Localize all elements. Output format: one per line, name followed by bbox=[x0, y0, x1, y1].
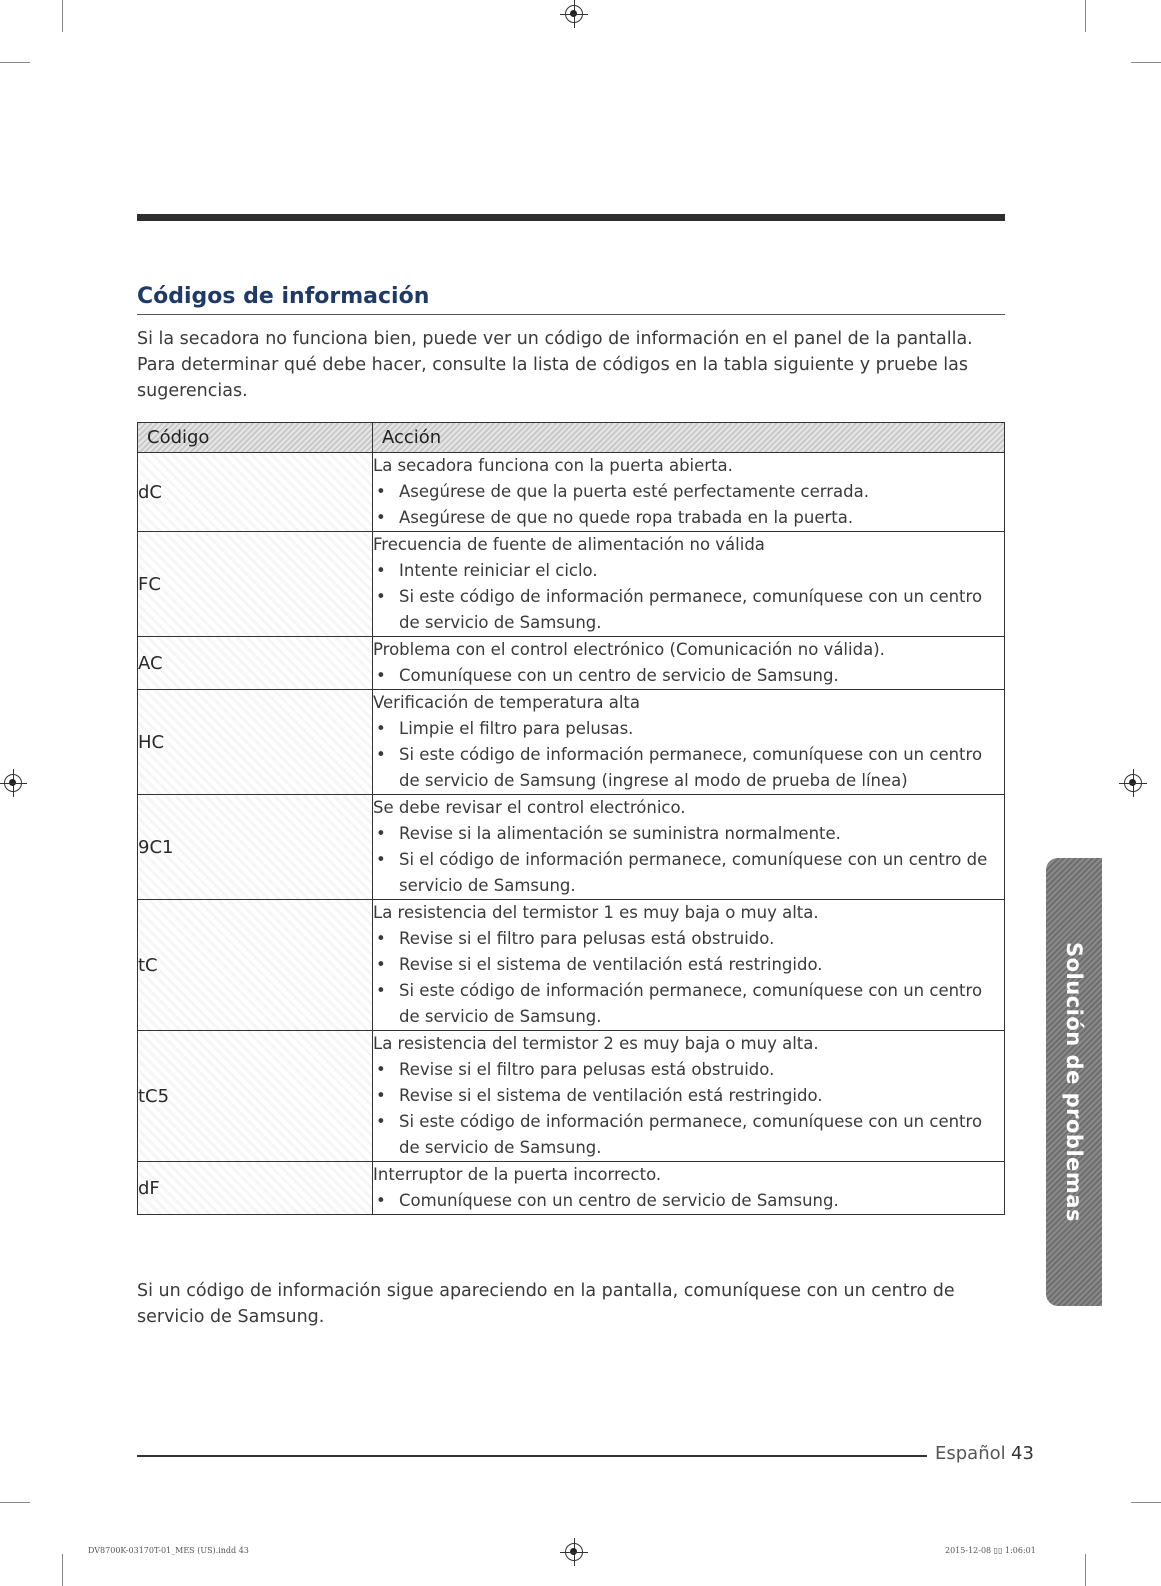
action-list bbox=[373, 821, 1004, 899]
list-item: • Comuníquese con un centro de servicio de Samsung. bbox=[373, 1188, 1004, 1214]
registration-mark-icon bbox=[1124, 774, 1142, 792]
crop-mark bbox=[1085, 1554, 1086, 1586]
action-list bbox=[373, 479, 1004, 531]
list-item: • Si este código de información permanece, comuníquese con un centro de servicio de Samsung (ingrese al modo de prueba de línea) bbox=[373, 742, 1004, 794]
code-cell: HC bbox=[138, 690, 373, 795]
crop-mark bbox=[1131, 62, 1161, 63]
table-row bbox=[138, 637, 1005, 690]
table-row bbox=[138, 1162, 1005, 1215]
action-cell bbox=[373, 532, 1005, 637]
header-bar bbox=[137, 214, 1005, 221]
chapter-tab bbox=[1046, 858, 1102, 1306]
table-header-row bbox=[138, 423, 1005, 453]
crop-mark bbox=[0, 1502, 30, 1503]
table-row bbox=[138, 1031, 1005, 1162]
list-item: • Revise si el sistema de ventilación está restringido. bbox=[373, 952, 1004, 978]
action-list bbox=[373, 663, 1004, 689]
action-description: La resistencia del termistor 2 es muy baja o muy alta. bbox=[373, 1034, 819, 1053]
list-item: • Si este código de información permanece, comuníquese con un centro de servicio de Samsung. bbox=[373, 1109, 1004, 1161]
action-list bbox=[373, 1188, 1004, 1214]
code-cell: dF bbox=[138, 1162, 373, 1215]
action-cell bbox=[373, 637, 1005, 690]
list-item: • Asegúrese de que no quede ropa trabada en la puerta. bbox=[373, 505, 1004, 531]
code-cell: 9C1 bbox=[138, 795, 373, 900]
action-cell bbox=[373, 1031, 1005, 1162]
table-row bbox=[138, 795, 1005, 900]
page-number: 43 bbox=[1011, 1443, 1034, 1464]
registration-mark-icon bbox=[565, 1543, 583, 1561]
intro-paragraph: Si la secadora no funciona bien, puede ver un código de información en el panel de la pantalla. Para determinar qué debe hacer, consulte la lista de códigos en la tabla siguiente y pruebe las sugerencias. bbox=[137, 329, 973, 401]
print-slug-date: 2015-12-08 ▯▯ 1:06:01 bbox=[945, 1546, 1036, 1555]
list-item: • Revise si la alimentación se suministra normalmente. bbox=[373, 821, 1004, 847]
action-description: Interruptor de la puerta incorrecto. bbox=[373, 1165, 662, 1184]
list-item: • Revise si el filtro para pelusas está obstruido. bbox=[373, 926, 1004, 952]
list-item: • Si este código de información permanece, comuníquese con un centro de servicio de Samsung. bbox=[373, 584, 1004, 636]
code-cell: AC bbox=[138, 637, 373, 690]
action-list bbox=[373, 558, 1004, 636]
code-cell: dC bbox=[138, 453, 373, 532]
crop-mark bbox=[1085, 0, 1086, 32]
list-item: • Limpie el filtro para pelusas. bbox=[373, 716, 1004, 742]
code-cell: tC5 bbox=[138, 1031, 373, 1162]
action-list bbox=[373, 926, 1004, 1030]
action-cell bbox=[373, 795, 1005, 900]
print-slug-file: DV8700K-03170T-01_MES (US).indd 43 bbox=[88, 1546, 249, 1555]
page-title: Códigos de información bbox=[137, 284, 430, 309]
list-item: • Revise si el sistema de ventilación está restringido. bbox=[373, 1083, 1004, 1109]
action-description: La resistencia del termistor 1 es muy baja o muy alta. bbox=[373, 903, 819, 922]
crop-mark bbox=[62, 1554, 63, 1586]
action-description: La secadora funciona con la puerta abierta. bbox=[373, 456, 733, 475]
crop-mark bbox=[1131, 1502, 1161, 1503]
registration-mark-icon bbox=[4, 774, 22, 792]
info-codes-table bbox=[137, 422, 1005, 1215]
crop-mark bbox=[0, 62, 30, 63]
code-cell: FC bbox=[138, 532, 373, 637]
column-header-code: Código bbox=[138, 423, 373, 453]
chapter-tab-label: Solución de problemas bbox=[1062, 942, 1086, 1222]
action-cell bbox=[373, 900, 1005, 1031]
registration-mark-icon bbox=[565, 5, 583, 23]
title-underline bbox=[137, 314, 1005, 315]
action-list bbox=[373, 716, 1004, 794]
action-list bbox=[373, 1057, 1004, 1161]
action-cell bbox=[373, 690, 1005, 795]
table-row bbox=[138, 532, 1005, 637]
column-header-action: Acción bbox=[373, 423, 1005, 453]
list-item: • Comuníquese con un centro de servicio de Samsung. bbox=[373, 663, 1004, 689]
list-item: • Asegúrese de que la puerta esté perfectamente cerrada. bbox=[373, 479, 1004, 505]
action-description: Problema con el control electrónico (Comunicación no válida). bbox=[373, 640, 885, 659]
list-item: • Si este código de información permanece, comuníquese con un centro de servicio de Samsung. bbox=[373, 978, 1004, 1030]
footer-language: Español bbox=[935, 1443, 1006, 1464]
action-description: Se debe revisar el control electrónico. bbox=[373, 798, 686, 817]
table-row bbox=[138, 900, 1005, 1031]
footer-rule bbox=[137, 1455, 927, 1457]
code-cell: tC bbox=[138, 900, 373, 1031]
crop-mark bbox=[62, 0, 63, 32]
action-cell bbox=[373, 453, 1005, 532]
table-row bbox=[138, 690, 1005, 795]
table-row bbox=[138, 453, 1005, 532]
list-item: • Si el código de información permanece, comuníquese con un centro de servicio de Samsung. bbox=[373, 847, 1004, 899]
closing-paragraph: Si un código de información sigue apareciendo en la pantalla, comuníquese con un centro de servicio de Samsung. bbox=[137, 1281, 955, 1327]
list-item: • Intente reiniciar el ciclo. bbox=[373, 558, 1004, 584]
action-description: Frecuencia de fuente de alimentación no válida bbox=[373, 535, 765, 554]
action-cell bbox=[373, 1162, 1005, 1215]
list-item: • Revise si el filtro para pelusas está obstruido. bbox=[373, 1057, 1004, 1083]
action-description: Verificación de temperatura alta bbox=[373, 693, 640, 712]
